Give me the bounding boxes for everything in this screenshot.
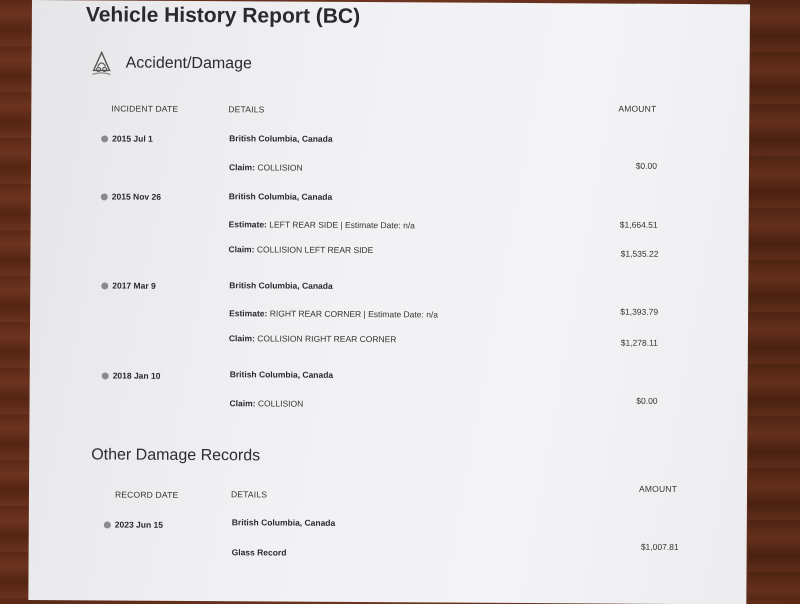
incident-location: British Columbia, Canada	[229, 369, 334, 380]
details-header: DETAILS	[228, 104, 265, 115]
detail-label: Claim:	[229, 398, 256, 409]
wood-background-left	[0, 0, 32, 600]
report-title: Vehicle History Report (BC)	[85, 3, 361, 29]
car-crash-icon	[90, 50, 114, 76]
incident-amount: $0.00	[635, 160, 658, 171]
record-date-header: RECORD DATE	[114, 489, 179, 500]
detail-label: Claim:	[228, 333, 255, 344]
amount-header: AMOUNT	[638, 483, 678, 494]
detail-text: COLLISION	[257, 398, 304, 409]
detail-text: COLLISION	[257, 162, 303, 173]
detail-label: Glass Record	[231, 547, 287, 558]
record-location: British Columbia, Canada	[231, 517, 336, 528]
incident-location: British Columbia, Canada	[228, 191, 333, 202]
incident-bullet-icon	[101, 193, 108, 200]
record-amount: $1,007.81	[640, 541, 679, 552]
incident-date: 2015 Jul 1	[112, 133, 153, 144]
accident-section-title: Accident/Damage	[125, 54, 252, 73]
detail-label: Claim:	[228, 162, 255, 173]
incident-detail-line	[229, 162, 303, 172]
incident-detail-line	[229, 333, 397, 344]
incident-detail-line	[229, 308, 438, 319]
detail-text: RIGHT REAR CORNER | Estimate Date: n/a	[269, 308, 439, 320]
incident-detail-line	[229, 219, 415, 230]
detail-text: COLLISION RIGHT REAR CORNER	[257, 333, 397, 345]
detail-text: COLLISION LEFT REAR SIDE	[256, 244, 374, 256]
other-records-section-title: Other Damage Records	[91, 446, 261, 465]
detail-label: Estimate:	[228, 219, 267, 230]
incident-detail-line	[228, 244, 373, 255]
details-header: DETAILS	[230, 489, 268, 500]
detail-label: Estimate:	[229, 308, 268, 319]
record-detail-line	[232, 547, 287, 557]
incident-amount: $0.00	[636, 395, 658, 406]
amount-header: AMOUNT	[618, 103, 657, 114]
incident-location: British Columbia, Canada	[229, 133, 333, 144]
incident-bullet-icon	[101, 282, 108, 289]
incident-date: 2015 Nov 26	[111, 191, 161, 202]
incident-date: 2017 Mar 9	[112, 280, 156, 291]
incident-location: British Columbia, Canada	[229, 280, 333, 291]
wood-background-right	[748, 0, 800, 600]
incident-date: 2018 Jan 10	[112, 370, 161, 381]
incident-detail-line	[230, 398, 304, 408]
detail-text: LEFT REAR SIDE | Estimate Date: n/a	[269, 219, 415, 231]
record-date: 2023 Jun 15	[114, 519, 164, 530]
record-bullet-icon	[104, 521, 111, 528]
detail-label: Claim:	[228, 244, 255, 255]
incident-bullet-icon	[102, 372, 109, 379]
incident-amount: $1,393.79	[620, 306, 659, 317]
incident-date-header: INCIDENT DATE	[111, 103, 179, 114]
incident-amount: $1,535.22	[620, 248, 659, 259]
incident-amount: $1,278.11	[620, 337, 658, 348]
incident-bullet-icon	[101, 135, 108, 142]
incident-amount: $1,664.51	[619, 219, 658, 230]
report-page	[28, 0, 750, 604]
